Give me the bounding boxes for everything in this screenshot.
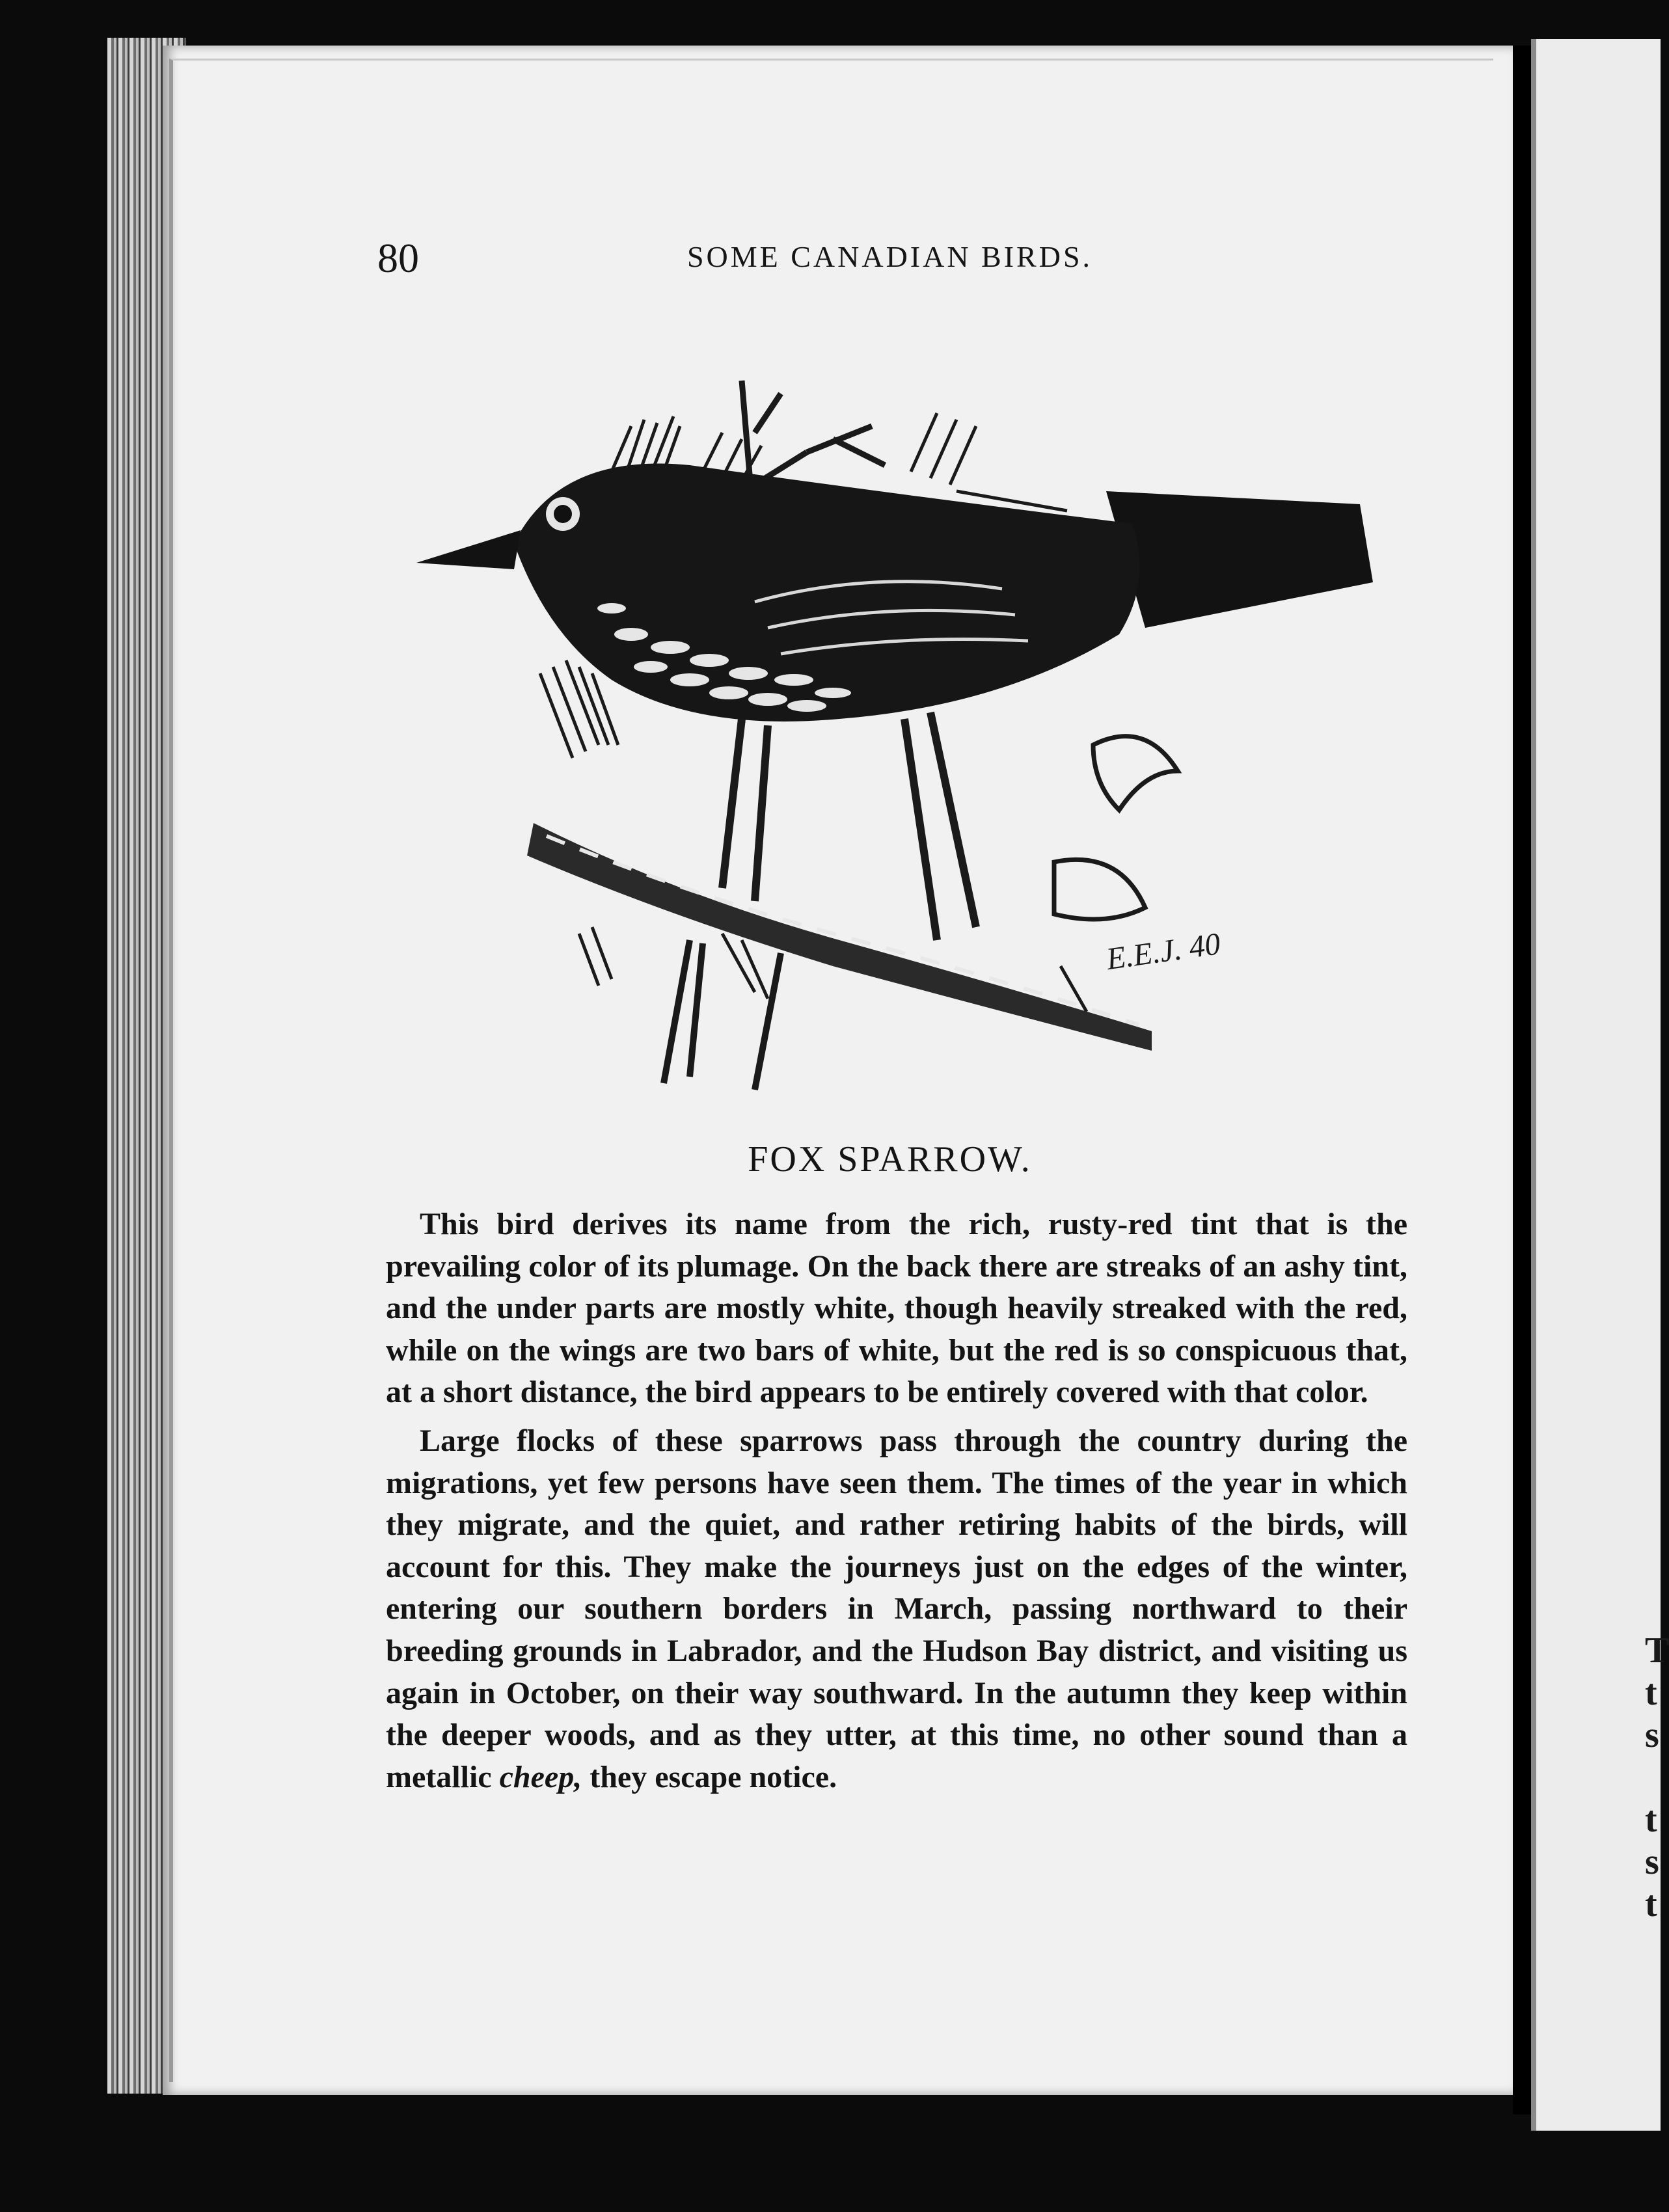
page-header xyxy=(377,234,1402,280)
figure-caption: FOX SPARROW. xyxy=(748,1139,1032,1180)
paragraph xyxy=(386,1204,1407,1414)
facing-page-fragment: t xyxy=(1645,1673,1657,1713)
facing-page-fragment: s xyxy=(1645,1715,1659,1755)
facing-page-border xyxy=(1531,39,1536,2131)
article-body xyxy=(386,1204,1407,1805)
facing-page-fragment: t xyxy=(1645,1800,1657,1840)
facing-page-fragment: t xyxy=(1645,1884,1657,1924)
italic-word: cheep, xyxy=(499,1759,582,1794)
facing-page-fragment: T xyxy=(1645,1630,1669,1671)
paragraph xyxy=(386,1420,1407,1798)
facing-page-edge xyxy=(1531,39,1669,2131)
engraver-signature: E.E.J. 40 xyxy=(1104,926,1223,977)
facing-page-fragment: s xyxy=(1645,1842,1659,1882)
paragraph-text: they escape notice. xyxy=(582,1759,837,1794)
paragraph-text: This bird derives its name from the rich, rusty-red tint that is the prevailing color of its plumage. On the back there are streaks of an ashy tint, and the under parts are mostly white, though heavily streaked with the red, while on the wings are two bars of white, but the red is so conspicuous that, at a short distance, the bird appears to be entirely covered with that color. xyxy=(386,1207,1407,1410)
fox-sparrow-illustration xyxy=(416,355,1379,1116)
bird-woodcut-icon xyxy=(416,355,1379,1116)
running-head: SOME CANADIAN BIRDS. xyxy=(686,240,1093,273)
page-number: 80 xyxy=(377,235,419,281)
paragraph-text: Large flocks of these sparrows pass through the country during the migrations, yet few persons have seen them. The times of the year in which they migrate, and the quiet, and rather retiring habits of the birds, will account for this. They make the journeys just on the edges of the winter, entering our southern borders in March, passing northward to their breeding grounds in Labrador, and the Hudson Bay district, and visiting us again in October, on their way southward. In the autumn they keep within the deeper woods, and as they utter, at this time, no other sound than a metallic xyxy=(386,1423,1407,1794)
book-gutter xyxy=(1513,46,1531,2114)
